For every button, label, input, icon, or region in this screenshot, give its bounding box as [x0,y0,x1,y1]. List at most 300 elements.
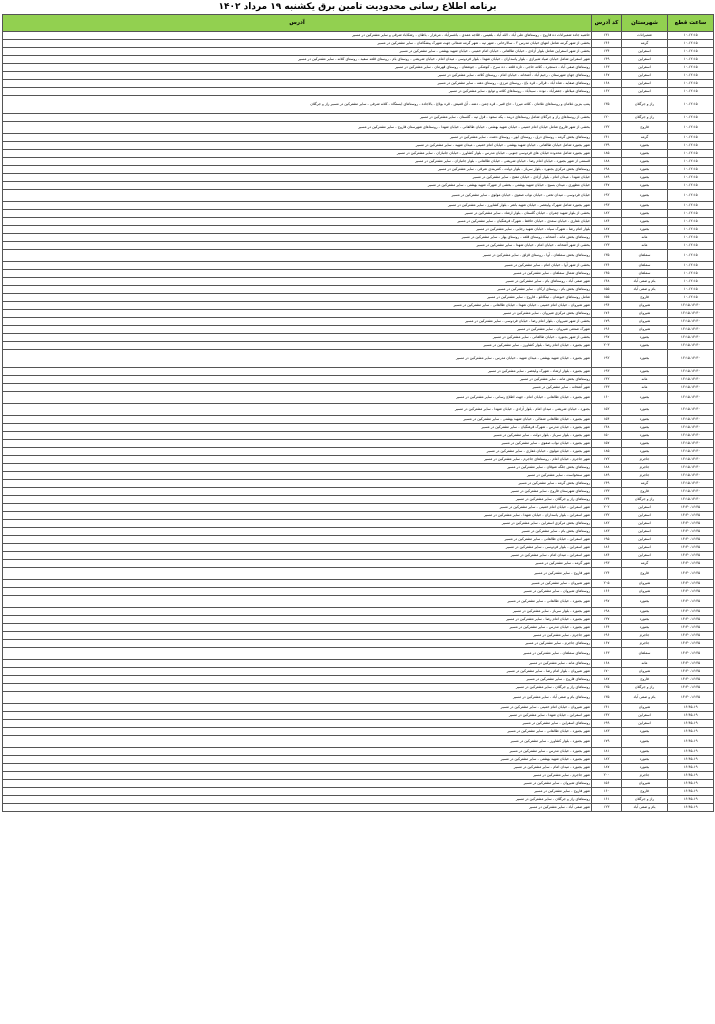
cell-code: ۱۳۶ [592,262,622,270]
cell-city: بجنورد [622,764,668,772]
table-row [3,796,714,804]
cell-city: بجنورد [622,202,668,210]
table-row [3,748,714,756]
table-row [3,596,714,608]
table-row [3,640,714,648]
table-row [3,624,714,632]
table-row [3,376,714,384]
cell-city: اسفراین [622,56,668,64]
cell-address: روستاهای صفایه - شاه آباد - قرالر - قره باغ - روستای مرزی - روستای دهنه - سایر مشترکین در مسیر [3,80,592,88]
cell-address: روستاهای بخش مانه - سایر مشترکین در مسیر [3,376,592,384]
cell-city: جاجرم [622,772,668,780]
cell-city: شمیرانات [622,32,668,40]
cell-time: ۱۰-۱۲:۱۵ [668,242,714,250]
table-row [3,660,714,668]
table-row [3,804,714,812]
cell-time: ۱۶:۴۵-۱۹ [668,788,714,796]
table-row [3,496,714,504]
table-row [3,182,714,190]
cell-time: ۱۴:۳۰-۱۶:۴۵ [668,608,714,616]
table-row [3,88,714,96]
cell-code: ۱۶۱ [592,796,622,804]
cell-code: ۱۶۶ [592,588,622,596]
cell-code: ۱۳۲ [592,122,622,134]
cell-time: ۱۲:۱۵-۱۴:۳۰ [668,326,714,334]
cell-city: بجنورد [622,334,668,342]
cell-code: ۱۸۶ [592,544,622,552]
cell-city: اسفراین [622,544,668,552]
cell-time: ۱۴:۳۰-۱۶:۴۵ [668,624,714,632]
cell-code: ۱۸۸ [592,158,622,166]
cell-time: ۱۲:۱۵-۱۴:۳۰ [668,496,714,504]
cell-code: ۱۶۷ [592,72,622,80]
cell-time: ۱۲:۱۵-۱۴:۳۰ [668,384,714,392]
cell-time: ۱۴:۳۰-۱۶:۴۵ [668,692,714,704]
cell-time: ۱۲:۱۵-۱۴:۳۰ [668,424,714,432]
cell-time: ۱۰-۱۲:۱۵ [668,262,714,270]
table-row [3,326,714,334]
cell-address: شهر صفی آباد - روستاهای بام - سایر مشترکین در مسیر [3,278,592,286]
table-row [3,114,714,122]
cell-code: ۱۴۶ [592,40,622,48]
cell-time: ۱۰-۱۲:۱۵ [668,142,714,150]
cell-code: ۱۴۹ [592,480,622,488]
table-row [3,608,714,616]
table-row [3,80,714,88]
cell-address: شهر اسفراین - بلوار پاسداران - خیابان شهدا - سایر مشترکین در مسیر [3,512,592,520]
cell-address: شهر بجنورد - خیابان امام رضا - بلوار کشاورز - سایر مشترکین در مسیر [3,342,592,350]
cell-address: بخشی از شهر فاروج شامل خیابان امام خمینی - خیابان شهید بهشتی - خیابان طالقانی - خیابان شهدا - روستاهای شهرستان فاروج - سایر مشترکین در مسیر [3,122,592,134]
cell-time: ۱۰-۱۲:۱۵ [668,218,714,226]
table-row [3,286,714,294]
cell-code: ۱۷۲ [592,456,622,464]
cell-time: ۱۴:۳۰-۱۶:۴۵ [668,580,714,588]
table-row [3,648,714,660]
cell-city: مانه [622,384,668,392]
table-row [3,166,714,174]
cell-code: ۱۹۲ [592,190,622,202]
cell-address: شهر اسفراین - خیابان طالقانی - سایر مشترکین در مسیر [3,536,592,544]
cell-address: روستاهای بخش بام - سایر مشترکین در مسیر [3,528,592,536]
cell-address: شهر شیروان - خیابان امام خمینی - خیابان شهدا - خیابان طالقانی - سایر مشترکین در مسیر [3,302,592,310]
cell-time: ۱۴:۳۰-۱۶:۴۵ [668,648,714,660]
cell-code: ۱۹۵ [592,536,622,544]
cell-address: شهر بجنورد - خیابان شهید بهشتی - سایر مشترکین در مسیر [3,756,592,764]
cell-address: شهر بجنورد - خیابان نواب صفوی - سایر مشترکین در مسیر [3,440,592,448]
cell-city: فاروج [622,788,668,796]
cell-code: ۱۹۶ [592,326,622,334]
cell-address: شهر فاروج - سایر مشترکین در مسیر [3,568,592,580]
table-row [3,202,714,210]
cell-time: ۱۴:۳۰-۱۶:۴۵ [668,544,714,552]
cell-time: ۱۲:۱۵-۱۴:۳۰ [668,376,714,384]
cell-code: ۱۸۳ [592,528,622,536]
cell-time: ۱۲:۱۵-۱۴:۳۰ [668,302,714,310]
cell-address: خیابان شهدا - میدان امام - بلوار آزادی - خیابان مفتح - سایر مشترکین در مسیر [3,174,592,182]
cell-time: ۱۰-۱۲:۱۵ [668,56,714,64]
cell-city: راز و جرگلان [622,684,668,692]
cell-code: ۱۲۰ [592,114,622,122]
cell-address: روستاهای شهرستان فاروج - سایر مشترکین در مسیر [3,488,592,496]
cell-time: ۱۰-۱۲:۱۵ [668,270,714,278]
table-row [3,568,714,580]
cell-address: روستاهای بخش مرکزی اسفراین - سایر مشترکین در مسیر [3,520,592,528]
cell-address: روستاهای بام و صفی آباد - سایر مشترکین در مسیر [3,692,592,704]
cell-time: ۱۲:۱۵-۱۴:۳۰ [668,334,714,342]
cell-address: شهر جاجرم - خیابان امام - روستاهای جاجرم - سایر مشترکین در مسیر [3,456,592,464]
header-city: شهرستان [622,15,668,32]
table-row [3,242,714,250]
cell-address: شهر بجنورد - خیابان طالقانی شمالی - خیابان شهید بهشتی - سایر مشترکین در مسیر [3,416,592,424]
table-row [3,552,714,560]
table-row [3,464,714,472]
cell-code: ۱۷۶ [592,310,622,318]
table-row [3,158,714,166]
table-row [3,32,714,40]
cell-city: راز و جرگلان [622,796,668,804]
cell-city: راز و جرگلان [622,114,668,122]
cell-city: بجنورد [622,728,668,736]
cell-address: روستاهای شیروان - سایر مشترکین در مسیر [3,588,592,596]
cell-time: ۱۰-۱۲:۱۵ [668,182,714,190]
cell-address: شهر بجنورد - خیابان امام رضا - سایر مشترکین در مسیر [3,616,592,624]
cell-city: شیروان [622,580,668,588]
table-row [3,416,714,424]
header-code: کد آدرس [592,15,622,32]
cell-code: ۱۳۲ [592,512,622,520]
table-row [3,302,714,310]
cell-address: شهر اسفراین - میدان امام - سایر مشترکین در مسیر [3,552,592,560]
cell-address: روستاهای بخش گرمه - سایر مشترکین در مسیر [3,480,592,488]
table-row [3,48,714,56]
cell-code: ۱۴۹ [592,56,622,64]
table-row [3,756,714,764]
table-row [3,560,714,568]
cell-code: ۱۸۴ [592,218,622,226]
cell-time: ۱۴:۳۰-۱۶:۴۵ [668,616,714,624]
cell-city: بجنورد [622,218,668,226]
cell-code: ۱۴۵ [592,270,622,278]
cell-address: شهر صفی آباد - سایر مشترکین در مسیر [3,804,592,812]
cell-time: ۱۰-۱۲:۱۵ [668,32,714,40]
table-row [3,250,714,262]
cell-time: ۱۶:۴۵-۱۹ [668,796,714,804]
cell-time: ۱۰-۱۲:۱۵ [668,174,714,182]
cell-city: شیروان [622,318,668,326]
cell-code: ۱۸۵ [592,448,622,456]
cell-city: بام و صفی آباد [622,692,668,704]
cell-city: اسفراین [622,712,668,720]
table-row [3,728,714,736]
cell-city: گرمه [622,40,668,48]
cell-address: روستاهای اسفراین - سایر مشترکین در مسیر [3,720,592,728]
cell-code: ۱۳۱ [592,32,622,40]
table-row [3,440,714,448]
table-row [3,432,714,440]
cell-code: ۱۷۹ [592,736,622,748]
table-row [3,616,714,624]
page-title: برنامه اطلاع رسانی محدودیت تامین برق یکشنبه ۱۹ مرداد ۱۴۰۲ [218,2,497,12]
cell-address: روستاهای راز و جرگلان - سایر مشترکین در مسیر [3,684,592,692]
cell-time: ۱۴:۳۰-۱۶:۴۵ [668,512,714,520]
cell-address: شهر بجنورد - بلوار سرباز - بلوار دولت - سایر مشترکین در مسیر [3,432,592,440]
cell-code: ۱۸۲ [592,210,622,218]
cell-time: ۱۲:۱۵-۱۴:۳۰ [668,404,714,416]
table-row [3,788,714,796]
cell-time: ۱۶:۴۵-۱۹ [668,728,714,736]
cell-code: ۱۸۲ [592,756,622,764]
cell-time: ۱۴:۳۰-۱۶:۴۵ [668,668,714,676]
cell-city: بجنورد [622,608,668,616]
cell-time: ۱۰-۱۲:۱۵ [668,80,714,88]
cell-city: مانه [622,242,668,250]
cell-time: ۱۲:۱۵-۱۴:۳۰ [668,392,714,404]
cell-city: بجنورد [622,174,668,182]
cell-code: ۱۴۸ [592,424,622,432]
cell-city: بجنورد [622,392,668,404]
cell-time: ۱۶:۴۵-۱۹ [668,720,714,728]
table-row [3,692,714,704]
cell-code: ۱۵۵ [592,286,622,294]
cell-code: ۱۷۹ [592,318,622,326]
table-row [3,72,714,80]
cell-city: بجنورد [622,756,668,764]
cell-address: بخشی از شهر آوا - خیابان امام - سایر مشترکین در مسیر [3,262,592,270]
cell-city: بجنورد [622,596,668,608]
cell-address: شهر شیروان - سایر مشترکین در مسیر [3,580,592,588]
cell-address: شهر بجنورد - خیابان طالقانی - سایر مشترکین در مسیر [3,596,592,608]
cell-code: ۱۹۷ [592,334,622,342]
cell-time: ۱۴:۳۰-۱۶:۴۵ [668,684,714,692]
cell-code: ۱۹۳ [592,560,622,568]
cell-code: ۱۸۵ [592,150,622,158]
cell-city: بجنورد [622,226,668,234]
cell-code: ۱۸۷ [592,676,622,684]
cell-time: ۱۰-۱۲:۱۵ [668,64,714,72]
cell-city: شیروان [622,704,668,712]
table-row [3,40,714,48]
cell-time: ۱۰-۱۲:۱۵ [668,88,714,96]
cell-code: ۱۲۴ [592,568,622,580]
cell-address: بخشی از شهر گرمه شامل انتهای خیابان مدرس ۲ - سالارخانی - شهر تپه - شهر گرمه شمالی جهت شهرک پیشگامان - سایر مشترکین در مسیر [3,40,592,48]
cell-address: روستاهای بخش جلگه شوقان - سایر مشترکین در مسیر [3,464,592,472]
cell-address: بخشی از شهر آشخانه - خیابان امام - خیابان شهدا - سایر مشترکین در مسیر [3,242,592,250]
cell-time: ۱۰-۱۲:۱۵ [668,96,714,114]
cell-city: اسفراین [622,80,668,88]
cell-code: ۱۹۸ [592,608,622,616]
cell-address: شامل روستاهای خبوشان - تیتکانلو - فاروج - سایر مشترکین در مسیر [3,294,592,302]
cell-time: ۱۶:۴۵-۱۹ [668,756,714,764]
cell-code: ۱۵۷ [592,440,622,448]
cell-city: بجنورد [622,142,668,150]
table-row [3,334,714,342]
cell-city: شیروان [622,668,668,676]
cell-address: خیابان فردوسی - میدان تختی - خیابان نواب صفوی - خیابان مولوی - سایر مشترکین در مسیر [3,190,592,202]
cell-code: ۱۹۷ [592,596,622,608]
cell-time: ۱۲:۱۵-۱۴:۳۰ [668,480,714,488]
header-address: آدرس [3,15,592,32]
cell-time: ۱۴:۳۰-۱۶:۴۵ [668,504,714,512]
cell-city: فاروج [622,488,668,496]
cell-code: ۱۹۹ [592,720,622,728]
cell-code: ۱۸۹ [592,174,622,182]
cell-city: سملقان [622,250,668,262]
cell-city: بجنورد [622,350,668,368]
cell-address: شهر فاروج - سایر مشترکین در مسیر [3,788,592,796]
cell-time: ۱۴:۳۰-۱۶:۴۵ [668,568,714,580]
cell-time: ۱۴:۳۰-۱۶:۴۵ [668,552,714,560]
cell-address: روستاهای بخش سملقان - آوا - روستای قزلق - سایر مشترکین در مسیر [3,250,592,262]
table-row [3,64,714,72]
table-row [3,780,714,788]
cell-city: جاجرم [622,632,668,640]
cell-time: ۱۰-۱۲:۱۵ [668,190,714,202]
cell-code: ۱۲۳ [592,242,622,250]
table-row [3,96,714,114]
table-row [3,512,714,520]
table-row [3,676,714,684]
cell-time: ۱۶:۴۵-۱۹ [668,804,714,812]
cell-code: ۱۹۶ [592,632,622,640]
cell-time: ۱۲:۱۵-۱۴:۳۰ [668,310,714,318]
cell-code: ۱۶۴ [592,624,622,632]
cell-address: پمپ بنزین غلامان و روستاهای غلامان - کلاته میرزا - حاج قنبر - قره چمن - دهنه - آق قمیش - قره بولاغ - بالاجاده - روستاهای ایستگاه - کلاته شرفی - سایر مشترکین در مسیر راز و جرگلان [3,96,592,114]
cell-code: ۱۲۵ [592,684,622,692]
cell-code: ۱۷۰ [592,668,622,676]
table-row [3,392,714,404]
cell-time: ۱۴:۳۰-۱۶:۴۵ [668,588,714,596]
cell-address: شهر بجنورد - خیابان طالقانی - خیابان امام - جهت اطلاع رسانی - سایر مشترکین در مسیر [3,392,592,404]
cell-code: ۱۶۰ [592,788,622,796]
cell-address: حاشیه جاده شمیرانات ده فاروج - روستاهای علی آباد - الله آباد - بلقیس - قلاجه عمدی - باغسرآباد - مرغزار - باطان - رشکاباد شرقی و سایر مشترکین در مسیر [3,32,592,40]
cell-time: ۱۰-۱۲:۱۵ [668,278,714,286]
table-row [3,704,714,712]
cell-city: بجنورد [622,624,668,632]
cell-code: ۲۰۳ [592,342,622,350]
table-row [3,520,714,528]
table-row [3,134,714,142]
cell-address: بخشی از بلوار شهید چمران - خیابان گلستان - بلوار ارشاد - سایر مشترکین در مسیر [3,210,592,218]
cell-city: مانه [622,376,668,384]
table-row [3,472,714,480]
cell-time: ۱۶:۴۵-۱۹ [668,772,714,780]
table-row [3,772,714,780]
cell-city: بجنورد [622,190,668,202]
cell-code: ۱۸۷ [592,764,622,772]
cell-time: ۱۰-۱۲:۱۵ [668,202,714,210]
cell-address: روستاهای مانه - سایر مشترکین در مسیر [3,660,592,668]
cell-time: ۱۰-۱۲:۱۵ [668,48,714,56]
cell-address: شهر بجنورد - میدان امام - سایر مشترکین در مسیر [3,764,592,772]
cell-city: شیروان [622,780,668,788]
table-row [3,350,714,368]
table-row [3,318,714,326]
cell-code: ۱۹۴ [592,302,622,310]
cell-city: بجنورد [622,404,668,416]
table-row [3,56,714,64]
cell-city: فاروج [622,568,668,580]
cell-code: ۱۴۱ [592,704,622,712]
table-row [3,712,714,720]
cell-code: ۱۸۷ [592,226,622,234]
cell-city: سملقان [622,262,668,270]
cell-code: ۱۴۱ [592,134,622,142]
cell-city: بجنورد [622,432,668,440]
cell-time: ۱۲:۱۵-۱۴:۳۰ [668,448,714,456]
cell-address: روستاهای راز و جرگلان - سایر مشترکین در مسیر [3,796,592,804]
cell-code: ۱۵۴ [592,416,622,424]
cell-address: خیابان مطهری - میدان بسیج - خیابان شهید بهشتی - بخشی از شهرک شهید بهشتی - سایر مشترکین در مسیر [3,182,592,190]
cell-time: ۱۲:۱۵-۱۴:۳۰ [668,318,714,326]
table-row [3,588,714,596]
cell-code: ۱۴۴ [592,234,622,242]
cell-address: شهر بجنورد - بلوار سرباز - سایر مشترکین در مسیر [3,608,592,616]
cell-code: ۱۴۲ [592,712,622,720]
cell-time: ۱۲:۱۵-۱۴:۳۰ [668,432,714,440]
cell-time: ۱۴:۳۰-۱۶:۴۵ [668,560,714,568]
cell-code: ۱۳۴ [592,496,622,504]
cell-address: شهر بجنورد شامل محدوده خیابان های فردوسی جنوبی - خیابان مدرس - بلوار کشاورز - خیابان جانبازان - سایر مشترکین در مسیر [3,150,592,158]
cell-address: روستاهای فاروج - سایر مشترکین در مسیر [3,676,592,684]
cell-city: فاروج [622,122,668,134]
cell-code: ۱۹۲ [592,350,622,368]
table-row [3,262,714,270]
cell-address: روستاهای بخش مرکزی بجنورد - بلوار سرباز - بلوار دولت - کمربندی شرقی - سایر مشترکین در مسیر [3,166,592,174]
outage-schedule-table [2,14,714,812]
cell-address: شهر بجنورد شامل شهرک ولیعصر - خیابان شهید باهنر - بلوار کشاورز - سایر مشترکین در مسیر [3,202,592,210]
table-row [3,278,714,286]
cell-address: شهر سنخواست - سایر مشترکین در مسیر [3,472,592,480]
cell-city: بجنورد [622,448,668,456]
cell-time: ۱۲:۱۵-۱۴:۳۰ [668,464,714,472]
cell-city: اسفراین [622,64,668,72]
table-row [3,122,714,134]
cell-city: بجنورد [622,416,668,424]
cell-code: ۱۴۸ [592,278,622,286]
cell-city: شیروان [622,588,668,596]
cell-address: روستاهای بخش مانه - آشخانه - روستای قلعه - روستای بهار - سایر مشترکین در مسیر [3,234,592,242]
table-header-row [3,15,714,32]
cell-address: شهر گرمه - سایر مشترکین در مسیر [3,560,592,568]
cell-address: شهر شیروان - خیابان امام خمینی - سایر مشترکین در مسیر [3,704,592,712]
cell-code: ۱۳۹ [592,142,622,150]
cell-city: جاجرم [622,640,668,648]
table-row [3,504,714,512]
cell-city: فاروج [622,676,668,684]
cell-time: ۱۰-۱۲:۱۵ [668,72,714,80]
cell-code: ۱۵۰ [592,432,622,440]
cell-city: بجنورد [622,150,668,158]
cell-address: روستاهای سملقان - سایر مشترکین در مسیر [3,648,592,660]
cell-address: بخشی از شهر شیروان - بلوار امام رضا - خیابان فردوسی - سایر مشترکین در مسیر [3,318,592,326]
cell-code: ۱۶۸ [592,660,622,668]
cell-address: روستاهای شمال سملقان - سایر مشترکین در مسیر [3,270,592,278]
cell-time: ۱۴:۳۰-۱۶:۴۵ [668,676,714,684]
cell-city: اسفراین [622,72,668,80]
cell-code: ۱۳۳ [592,488,622,496]
cell-address: شهر بجنورد - خیابان مدرس - شهرک فرهنگیان - سایر مشترکین در مسیر [3,424,592,432]
cell-time: ۱۴:۳۰-۱۶:۴۵ [668,596,714,608]
cell-time: ۱۴:۳۰-۱۶:۴۵ [668,536,714,544]
cell-code: ۱۳۵ [592,692,622,704]
cell-time: ۱۰-۱۲:۱۵ [668,158,714,166]
cell-address: شهر اسفراین - خیابان شهدا - سایر مشترکین در مسیر [3,712,592,720]
cell-city: اسفراین [622,512,668,520]
cell-city: شیروان [622,302,668,310]
cell-city: اسفراین [622,552,668,560]
cell-city: اسفراین [622,88,668,96]
table-row [3,270,714,278]
